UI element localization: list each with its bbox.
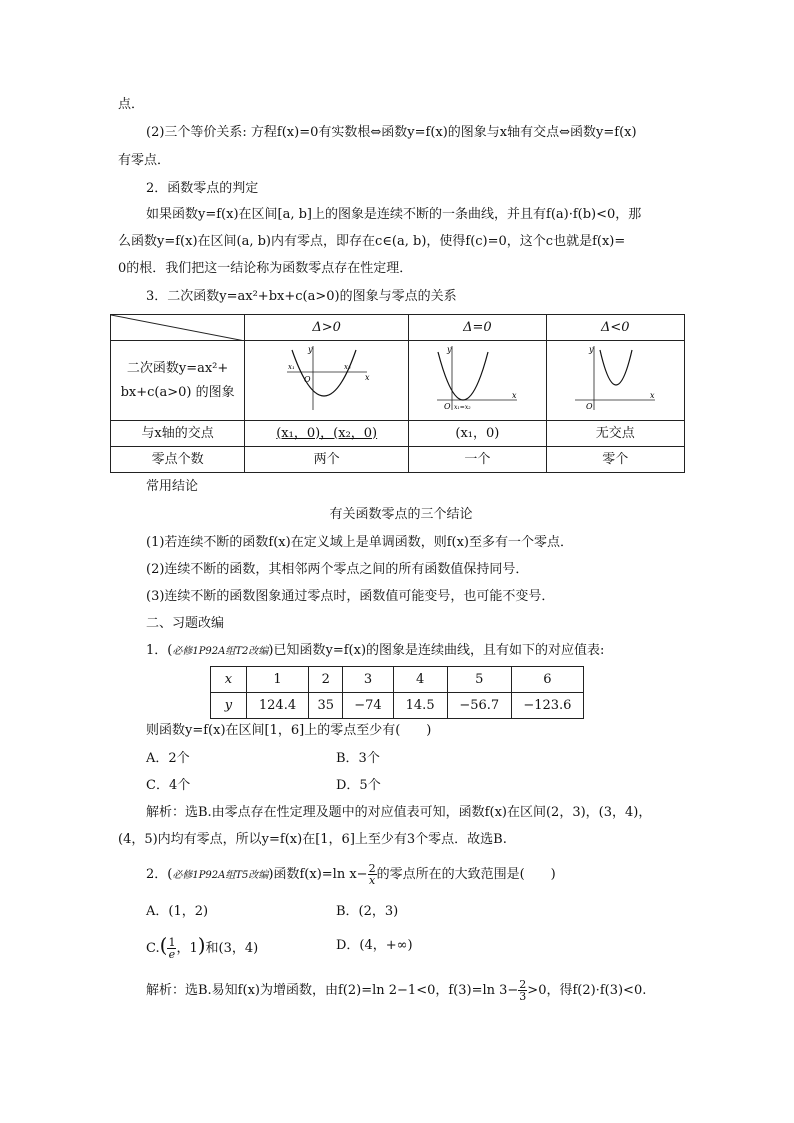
y-value: −74 — [343, 693, 393, 719]
y-value: −56.7 — [447, 693, 511, 719]
origin-label: O — [444, 402, 451, 411]
option-c — [146, 932, 258, 962]
fraction-denominator: x — [368, 874, 376, 887]
root-label: x₂ — [343, 363, 351, 371]
answer-line: (4，5)内均有零点，所以y=f(x)在[1，6]上至少有3个零点．故选B. — [118, 832, 507, 847]
conclusion-title: 有关函数零点的三个结论 — [329, 507, 473, 522]
y-value: −123.6 — [511, 693, 583, 719]
intersect-one-root: (x₁，0) — [409, 421, 546, 447]
question-text: )已知函数y=f(x)的图象是连续曲线，且有如下的对应值表: — [268, 643, 605, 658]
option-d: D．(4，+∞) — [336, 938, 413, 953]
intersect-no-root: 无交点 — [546, 421, 684, 447]
value-table-y-row — [211, 693, 584, 719]
answer-text: 解析：选B.易知f(x)为增函数，由f(2)=ln 2−1<0，f(3)=ln 3− — [146, 983, 519, 998]
parabola-no-root — [570, 342, 660, 414]
count-one: 一个 — [409, 447, 546, 473]
x-value: 4 — [393, 667, 447, 693]
option-b: B．(2，3) — [336, 904, 399, 919]
section-heading: 二、习题改编 — [146, 616, 225, 631]
fraction-numerator: 1 — [168, 936, 176, 949]
origin-label: O — [586, 402, 593, 411]
section-heading: 3．二次函数y=ax²+bx+c(a>0)的图象与零点的关系 — [146, 289, 457, 304]
option-label: C. — [146, 941, 160, 956]
count-zero: 零个 — [546, 447, 684, 473]
value-table — [210, 666, 584, 719]
header-delta-positive: Δ>0 — [245, 315, 409, 341]
fraction-denominator: 3 — [519, 990, 527, 1003]
fraction — [368, 863, 377, 886]
text-line: 有零点． — [118, 153, 171, 168]
option-a: A．2个 — [146, 751, 190, 766]
option-b: B．3个 — [336, 751, 380, 766]
section-heading: 2．函数零点的判定 — [146, 181, 259, 196]
y-axis-label: y — [307, 345, 313, 354]
subheading: 常用结论 — [146, 479, 199, 494]
question-number: 1．( — [146, 643, 173, 658]
option-c: C．4个 — [146, 778, 191, 793]
graph-cell-two-roots — [245, 341, 409, 421]
y-header: y — [211, 693, 247, 719]
fraction — [518, 979, 527, 1002]
question-prompt: 则函数y=f(x)在区间[1，6]上的零点至少有( ) — [146, 723, 432, 738]
right-paren: ) — [197, 933, 206, 957]
header-delta-negative: Δ<0 — [546, 315, 684, 341]
question-number: 2．( — [146, 867, 173, 882]
parabola-two-roots — [282, 342, 372, 414]
y-value: 14.5 — [393, 693, 447, 719]
graph-cell-one-root — [409, 341, 546, 421]
y-axis-label: y — [589, 345, 594, 354]
fraction-numerator: 2 — [519, 978, 527, 991]
question-2 — [146, 862, 556, 889]
left-paren: ( — [159, 933, 168, 957]
x-axis-label: x — [512, 391, 517, 400]
x-value: 3 — [343, 667, 393, 693]
y-value: 35 — [309, 693, 343, 719]
fraction-denominator: e — [168, 948, 176, 961]
answer-text: >0，得f(2)·f(3)<0. — [527, 983, 647, 998]
question-source: 必修1P92A组T5改编 — [172, 870, 269, 881]
diagonal-line — [111, 315, 245, 341]
question-text: )函数f(x)=ln x− — [268, 867, 368, 882]
root-label: x₁ — [287, 363, 295, 371]
graph-row-label-line: 二次函数y=ax²+ — [126, 360, 229, 376]
text-line: (1)若连续不断的函数f(x)在定义域上是单调函数，则f(x)至多有一个零点． — [146, 535, 573, 550]
header-delta-zero: Δ=0 — [409, 315, 546, 341]
option-a: A．(1，2) — [146, 904, 209, 919]
text-line: (3)连续不断的函数图象通过零点时，函数值可能变号，也可能不变号． — [146, 589, 555, 604]
intersect-row-label: 与x轴的交点 — [111, 421, 245, 447]
count-row-label: 零点个数 — [111, 447, 245, 473]
interval-text: 和(3，4) — [205, 941, 259, 956]
question-text: 的零点所在的大致范围是( ) — [376, 867, 556, 882]
option-d: D．5个 — [336, 778, 381, 793]
text-line: 点． — [118, 97, 145, 112]
text-line: 么函数y=f(x)在区间(a, b)内有零点，即存在c∈(a, b)，使得f(c)=0，这个c也就是f(x)= — [118, 234, 626, 249]
value-table-x-row — [211, 667, 584, 693]
x-axis-label: x — [650, 391, 655, 400]
interval-end: ，1 — [176, 941, 198, 956]
diagonal-header-cell — [111, 315, 245, 341]
graph-row-label — [111, 341, 245, 421]
origin-label: O — [303, 375, 311, 384]
graph-row-label-line: bx+c(a>0) 的图象 — [120, 384, 235, 400]
text-line: 如果函数y=f(x)在区间[a, b]上的图象是连续不断的一条曲线，并且有f(a)·f(b)<0，那 — [146, 207, 642, 222]
fraction-numerator: 2 — [368, 862, 376, 875]
x-header: x — [211, 667, 247, 693]
quadratic-zero-table — [110, 314, 685, 473]
root-label: x₁=x₂ — [454, 404, 471, 411]
y-axis-label: y — [447, 345, 452, 354]
answer-line — [146, 978, 646, 1004]
count-two: 两个 — [245, 447, 409, 473]
answer-line: 解析：选B.由零点存在性定理及题中的对应值表可知，函数f(x)在区间(2，3)，(3，4)， — [146, 805, 652, 820]
x-axis-label: x — [364, 373, 370, 382]
text-line: (2)三个等价关系: 方程f(x)=0有实数根⇔函数y=f(x)的图象与x轴有交点⇔函数y=f(x) — [146, 125, 637, 140]
x-value: 1 — [246, 667, 308, 693]
question-1 — [146, 642, 604, 661]
x-value: 5 — [447, 667, 511, 693]
text-line: (2)连续不断的函数，其相邻两个零点之间的所有函数值保持同号． — [146, 562, 529, 577]
x-value: 2 — [309, 667, 343, 693]
text-line: 0的根．我们把这一结论称为函数零点存在性定理． — [118, 261, 413, 276]
graph-cell-no-root — [546, 341, 684, 421]
x-value: 6 — [511, 667, 583, 693]
intersect-two-roots: (x₁，0)，(x₂，0) — [245, 421, 409, 447]
y-value: 124.4 — [246, 693, 308, 719]
question-source: 必修1P92A组T2改编 — [172, 646, 269, 657]
parabola-one-root — [432, 342, 522, 414]
